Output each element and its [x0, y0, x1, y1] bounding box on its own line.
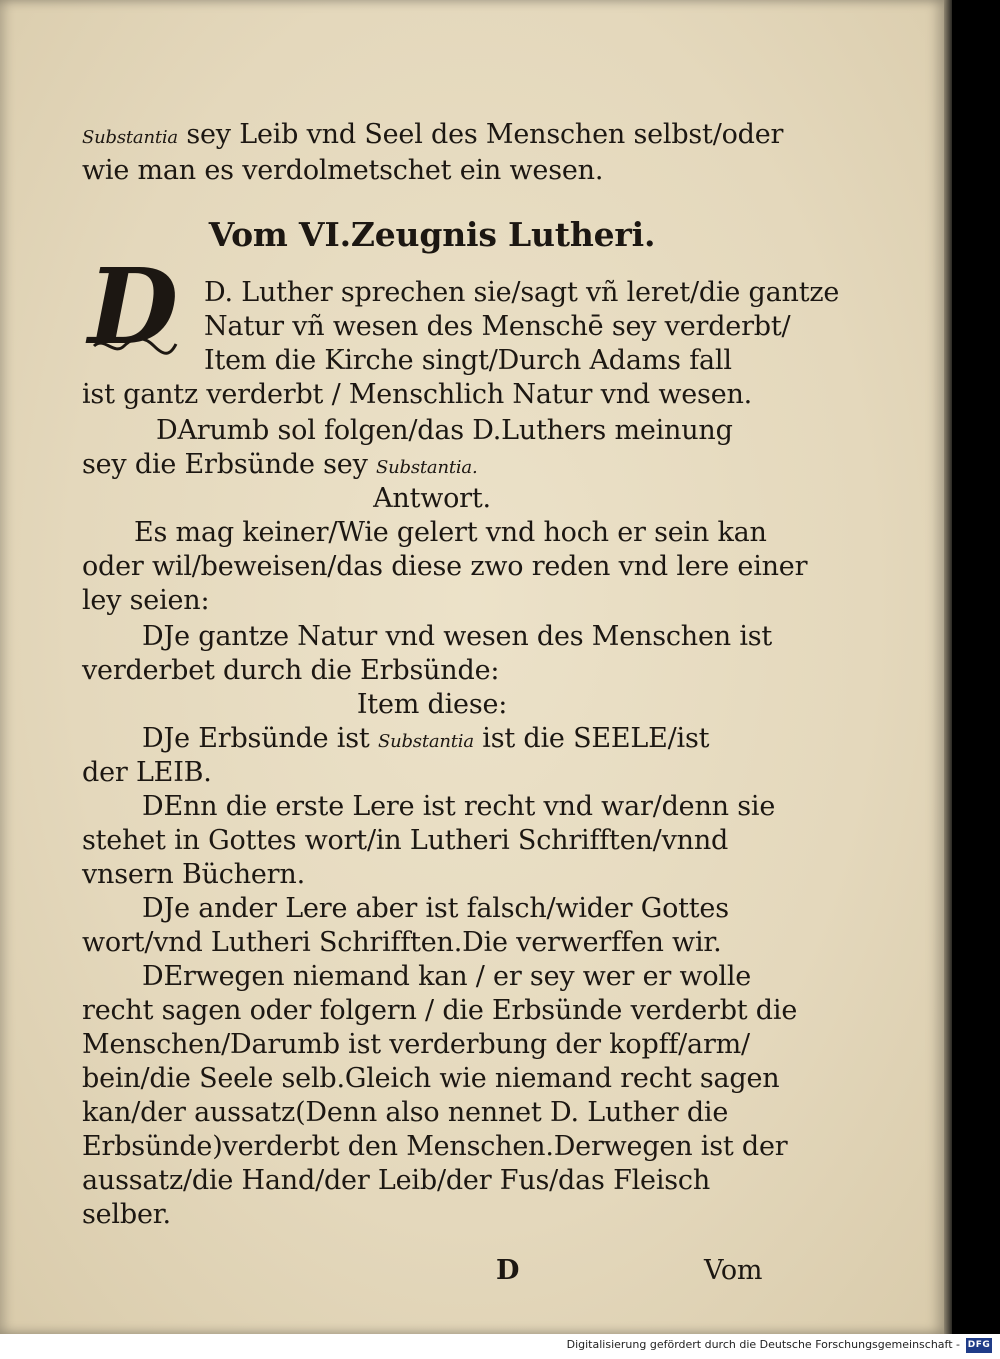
signature-mark-text: D — [496, 1255, 520, 1286]
text-line — [134, 516, 767, 550]
text-line-10-part-0: Es mag keiner/Wie gelert vnd hoch er sein kan — [134, 517, 767, 548]
text-line-8-part-0: sey die Erbsünde sey — [82, 449, 376, 480]
text-line — [82, 550, 807, 584]
text-line-25-part-0: Menschen/Darumb ist verderbung der kopff/arm/ — [82, 1029, 750, 1060]
text-line — [204, 276, 839, 310]
signature-mark — [496, 1254, 519, 1288]
text-line-23-part-0: DErwegen niemand kan / er sey wer er wolle — [142, 961, 752, 992]
text-line-29-part-0: aussatz/die Hand/der Leib/der Fus/das Fleisch — [82, 1165, 711, 1196]
text-line-0-part-0: Substantia — [82, 127, 178, 148]
text-line-19-part-0: stehet in Gottes wort/in Lutheri Schrifften/vnnd — [82, 825, 729, 856]
dfg-logo-icon: DFG — [966, 1338, 992, 1353]
text-line-16-part-1: Substantia — [377, 731, 474, 752]
text-line — [142, 790, 775, 824]
text-line — [156, 414, 733, 448]
text-line — [142, 892, 729, 926]
page-edge — [944, 0, 952, 1334]
text-line — [82, 756, 212, 790]
text-line-12-part-0: ley seien: — [82, 585, 210, 616]
text-line — [82, 154, 603, 188]
text-line-30-part-0: selber. — [82, 1199, 171, 1230]
text-line-21-part-0: DJe ander Lere aber ist falsch/wider Gottes — [142, 893, 729, 924]
text-line-15-part-0: Item diese: — [356, 689, 508, 720]
text-line-9-part-0: Antwort. — [373, 483, 491, 514]
text-line — [82, 926, 722, 960]
initial-flourish-icon — [92, 336, 178, 356]
text-line-18-part-0: DEnn die erste Lere ist recht vnd war/denn sie — [142, 791, 776, 822]
text-line — [82, 1096, 728, 1130]
catchword-text: Vom — [704, 1255, 763, 1286]
text-line-27-part-0: kan/der aussatz(Denn also nennet D. Luther die — [82, 1097, 729, 1128]
text-line-5-part-0: Item die Kirche singt/Durch Adams fall — [204, 345, 732, 376]
text-line — [82, 858, 305, 892]
text-line-0-part-1: sey Leib vnd Seel des Menschen selbst/oder — [177, 119, 784, 150]
text-line — [82, 994, 797, 1028]
section-heading — [82, 215, 782, 254]
text-line — [82, 1164, 710, 1198]
text-line-8-part-1: Substantia. — [376, 457, 478, 478]
text-line-28-part-0: Erbsünde)verderbt den Menschen.Derwegen ist der — [82, 1131, 788, 1162]
text-line-1-part-0: wie man es verdolmetschet ein wesen. — [82, 155, 604, 186]
text-line — [82, 378, 752, 412]
text-line-16-part-0: DJe Erbsünde ist — [142, 723, 378, 754]
text-line-20-part-0: vnsern Büchern. — [82, 859, 305, 890]
text-line — [142, 960, 751, 994]
text-line — [82, 448, 478, 482]
text-line — [82, 1198, 171, 1232]
text-line-6-part-0: ist gantz verderbt / Menschlich Natur vnd wesen. — [82, 379, 753, 410]
text-line — [82, 654, 499, 688]
text-line — [82, 118, 783, 152]
section-heading-text: Vom VI.Zeugnis Lutheri. — [208, 215, 656, 254]
text-line — [82, 1062, 779, 1096]
text-line — [82, 1130, 787, 1164]
text-line-7-part-0: DArumb sol folgen/das D.Luthers meinung — [156, 415, 733, 446]
text-line — [82, 1028, 750, 1062]
text-line — [82, 688, 782, 722]
catchword — [704, 1254, 762, 1288]
text-line — [204, 310, 790, 344]
text-line — [82, 584, 209, 618]
text-line-14-part-0: verderbet durch die Erbsünde: — [82, 655, 500, 686]
text-line-3-part-0: D. Luther sprechen sie/sagt vñ leret/die gantze — [204, 277, 840, 308]
text-line — [82, 824, 728, 858]
text-line — [142, 620, 772, 654]
text-line-17-part-0: der LEIB. — [82, 757, 212, 788]
decorated-initial: D — [88, 245, 178, 368]
text-line — [82, 482, 782, 516]
footer-bar — [0, 1334, 1000, 1359]
text-line-26-part-0: bein/die Seele selb.Gleich wie niemand recht sagen — [82, 1063, 780, 1094]
footer-credit-text: Digitalisierung gefördert durch die Deutsche Forschungsgemeinschaft - — [566, 1338, 960, 1351]
text-line — [142, 722, 709, 756]
text-line-4-part-0: Natur vñ wesen des Menschē sey verderbt/ — [204, 311, 791, 342]
text-line-22-part-0: wort/vnd Lutheri Schrifften.Die verwerffen wir. — [82, 927, 722, 958]
text-line-11-part-0: oder wil/beweisen/das diese zwo reden vnd lere einer — [82, 551, 808, 582]
text-line — [204, 344, 732, 378]
text-line-13-part-0: DJe gantze Natur vnd wesen des Menschen ist — [142, 621, 773, 652]
text-line-16-part-2: ist die SEELE/ist — [473, 723, 710, 754]
text-line-24-part-0: recht sagen oder folgern / die Erbsünde verderbt die — [82, 995, 798, 1026]
